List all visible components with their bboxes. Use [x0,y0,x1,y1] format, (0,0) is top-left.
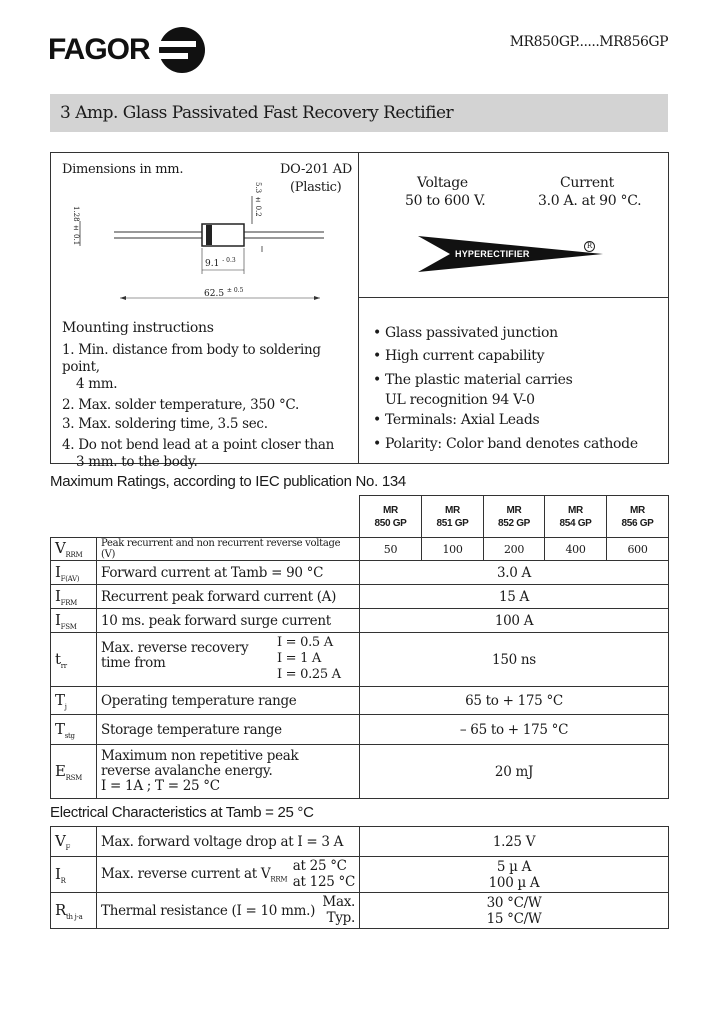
feature-item: • Terminals: Axial Leads [373,408,663,432]
desc-cell: 10 ms. peak forward surge current [97,609,360,633]
desc-cell: Peak recurrent and non recurrent reverse voltage (V) [97,538,360,561]
table-row [51,827,669,857]
table-row [51,609,669,633]
symbol-cell: $E_{RSM}$ [51,745,97,799]
package-name: DO-201 AD [280,162,353,177]
value-cell: 400 [545,538,607,561]
feature-item: • Glass passivated junction [373,322,663,344]
value-cell: 150 ns [360,633,669,687]
symbol-cell: $I_R$ [51,857,97,893]
value-cell: 30 °C/W 15 °C/W [360,893,669,929]
current-label: Current [560,175,614,191]
table-row [51,561,669,585]
symbol-cell: $I_{F(AV)}$ [51,561,97,585]
feature-item: • High current capability [373,344,663,368]
mounting-item-1: 1. Min. distance from body to soldering point, [62,342,321,375]
symbol-cell: $V_F$ [51,827,97,857]
mounting-item-4-cont: 3 mm. to the body. [76,454,198,470]
voltage-label: Voltage [417,175,468,191]
desc-cell: Forward current at Tamb = 90 °C [97,561,360,585]
title-bar [50,94,668,132]
table-row [51,633,669,687]
desc-cell: Max. forward voltage drop at I = 3 A [97,827,360,857]
dim-total-tol: ± 0.5 [226,287,244,294]
symbol-cell: $T_j$ [51,687,97,715]
model-header: MR 851 GP [422,496,484,538]
symbol-cell: $I_{FSM}$ [51,609,97,633]
value-cell: 5 µ A 100 µ A [360,857,669,893]
mounting-list [62,342,354,471]
table-row [51,745,669,799]
fagor-emblem-icon [152,26,210,74]
model-header: MR 850 GP [360,496,422,538]
vertical-divider [358,152,359,463]
dimensions-label: Dimensions in mm. [62,162,184,177]
value-cell: 600 [607,538,669,561]
brand-text: HYPERECTIFIER [455,249,530,259]
value-cell: 1.25 V [360,827,669,857]
horizontal-divider [358,297,668,298]
electrical-table [50,826,669,929]
value-cell: 100 A [360,609,669,633]
table-header-row [51,496,669,538]
symbol-cell: $I_{FRM}$ [51,585,97,609]
feature-sub: UL recognition 94 V-0 [385,392,535,408]
dim-total-value: 62.5 [204,289,225,299]
features-list [373,322,663,456]
symbol-cell: $T_{stg}$ [51,715,97,745]
desc-cell: Thermal resistance (I = 10 mm.) Max. Typ. [97,893,360,929]
registered-icon: R [584,241,595,252]
table-row [51,857,669,893]
mounting-item-1-cont: 4 mm. [76,376,118,392]
value-cell: 20 mJ [360,745,669,799]
package-type: (Plastic) [290,180,342,195]
desc-cell: Max. reverse current at $V_{RRM}$ at 25 °C at 125 °C [97,857,360,893]
value-cell: 65 to + 175 °C [360,687,669,715]
model-header: MR 856 GP [607,496,669,538]
value-cell: – 65 to + 175 °C [360,715,669,745]
symbol-cell: $V_{RRM}$ [51,538,97,561]
mounting-item-2: 2. Max. solder temperature, 350 °C. [62,397,299,413]
dim-lead-label: 1.28 ± 0.1 [72,206,80,246]
dim-body-value: 9.1 [205,259,220,269]
model-header: MR 854 GP [545,496,607,538]
electrical-title: Electrical Characteristics at Tamb = 25 °C [50,804,314,821]
value-cell: 3.0 A [360,561,669,585]
dim-total-label [204,287,243,299]
value-cell: 100 [422,538,484,561]
model-header: MR 852 GP [484,496,545,538]
symbol-cell: $R_{th j-a}$ [51,893,97,929]
mounting-title: Mounting instructions [62,320,214,336]
dim-dia-label: 5.3 ± 0.2 [254,182,262,217]
table-row [51,538,669,561]
feature-item: • The plastic material carries [373,368,663,392]
max-ratings-title: Maximum Ratings, according to IEC publication No. 134 [50,473,406,490]
desc-cell: Recurrent peak forward current (A) [97,585,360,609]
dim-body-tol: - 0.3 [222,257,236,264]
current-value: 3.0 A. at 90 °C. [538,193,642,209]
desc-cell: Storage temperature range [97,715,360,745]
value-cell: 50 [360,538,422,561]
mounting-item-4: 4. Do not bend lead at a point closer than [62,437,335,453]
table-row [51,715,669,745]
mounting-item-3: 3. Max. soldering time, 3.5 sec. [62,416,268,432]
symbol-cell: $t_{rr}$ [51,633,97,687]
part-range: MR850GP......MR856GP [509,34,668,50]
table-row [51,585,669,609]
max-ratings-table [50,495,669,799]
value-cell: 200 [484,538,545,561]
voltage-value: 50 to 600 V. [405,193,486,209]
table-row [51,893,669,929]
desc-cell: Operating temperature range [97,687,360,715]
logo-text: FAGOR [48,33,150,66]
value-cell: 15 A [360,585,669,609]
desc-cell: Max. reverse recovery time from I = 0.5 A I = 1 A I = 0.25 A [97,633,360,687]
page-title: 3 Amp. Glass Passivated Fast Recovery Rectifier [60,103,454,123]
table-row [51,687,669,715]
desc-cell: Maximum non repetitive peak reverse avalanche energy. I = 1A ; T = 25 °C [97,745,360,799]
feature-item: • Polarity: Color band denotes cathode [373,432,663,456]
fagor-logo [48,26,210,74]
dim-body-label [205,257,236,269]
